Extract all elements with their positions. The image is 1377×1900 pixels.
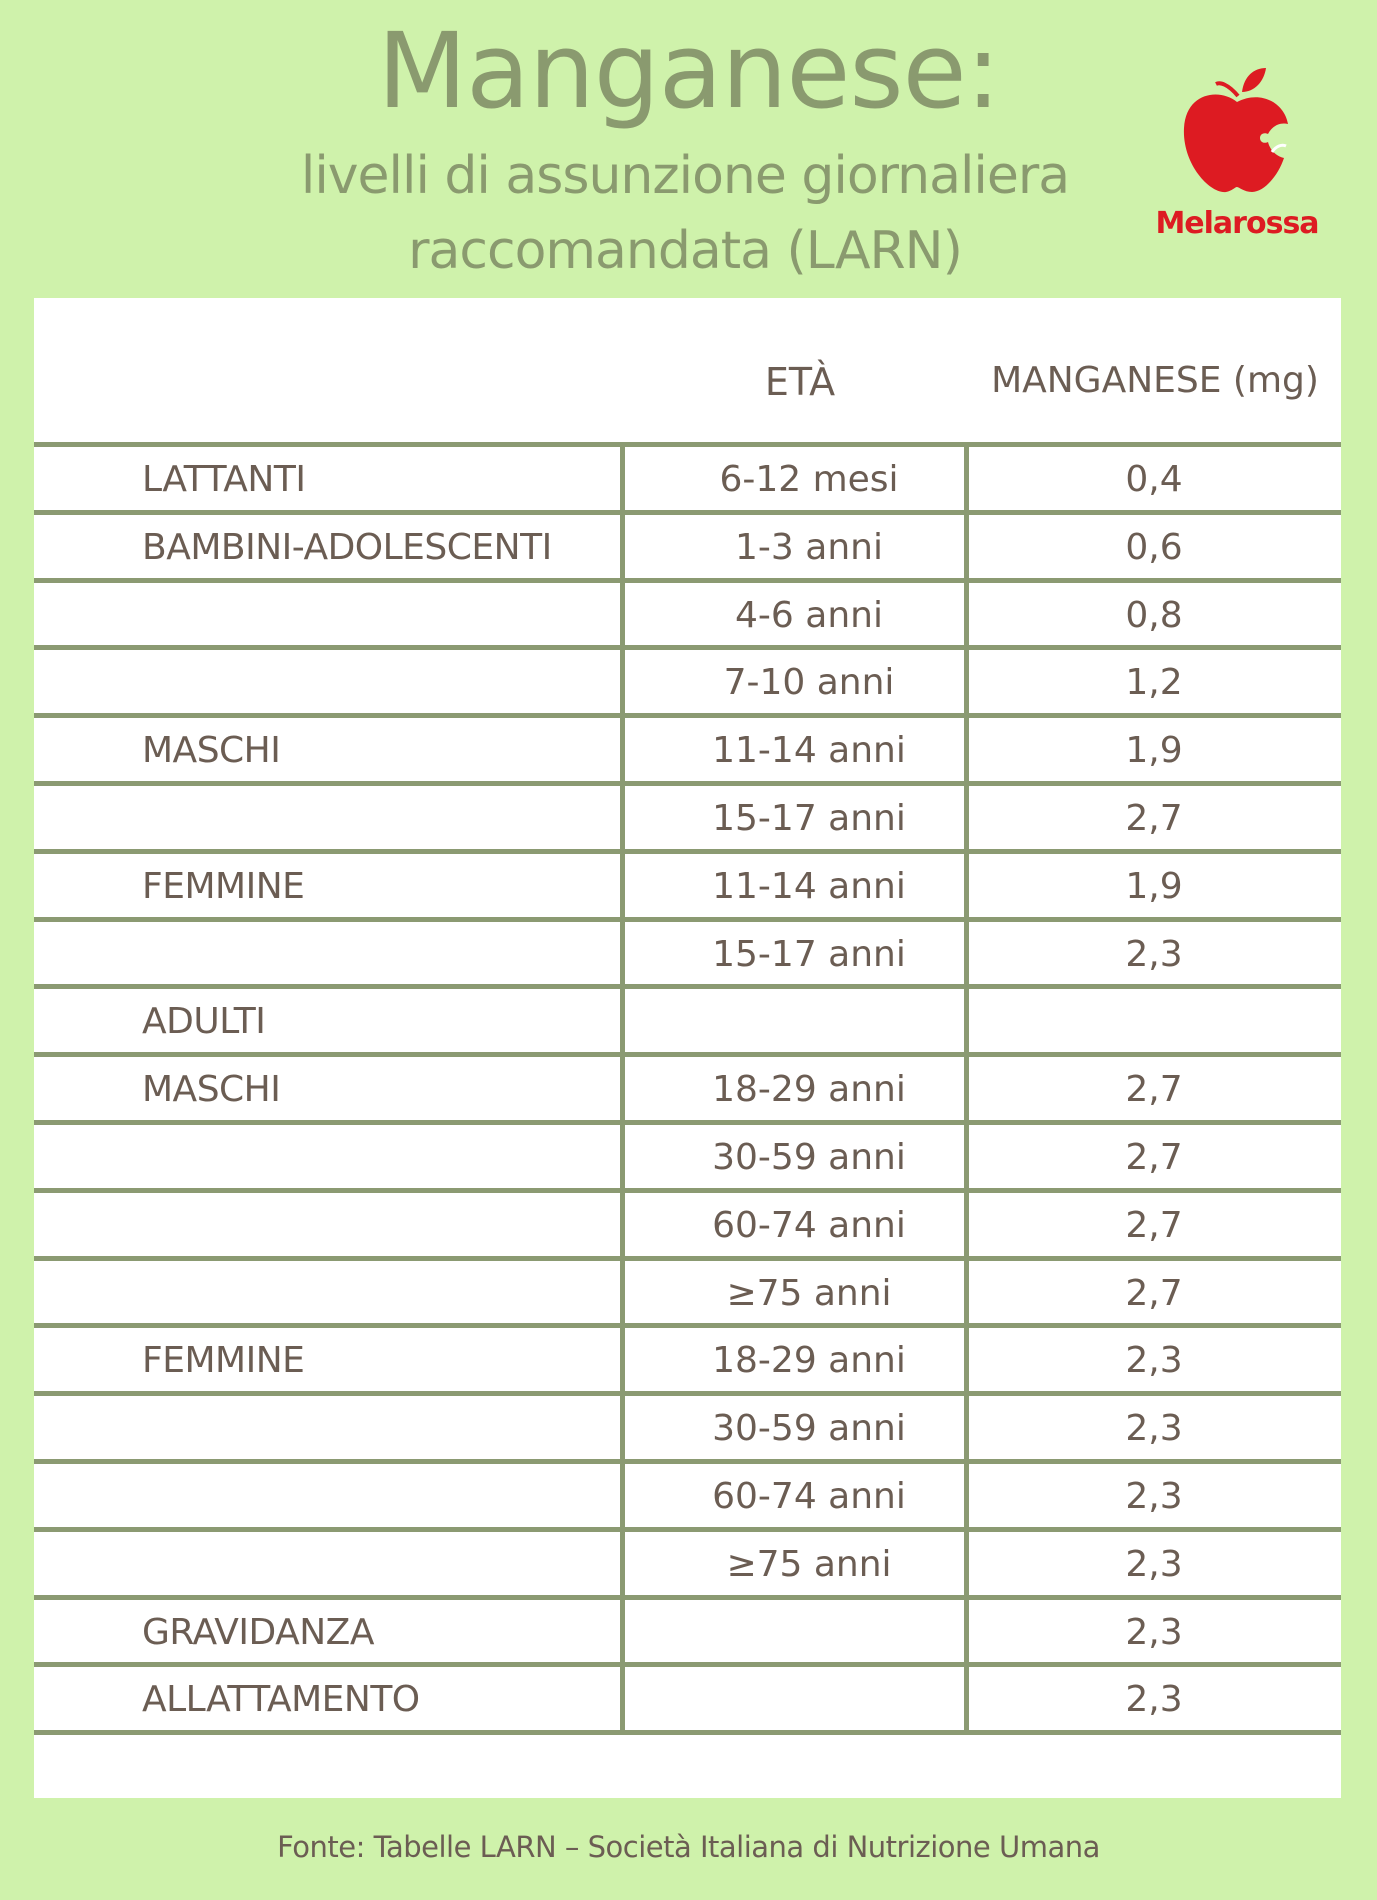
subtitle-line-1: livelli di assunzione giornaliera xyxy=(300,146,1070,206)
table-row xyxy=(34,854,1341,917)
row-manganese-value: 2,7 xyxy=(1125,1205,1183,1246)
table-row xyxy=(34,1667,1341,1730)
row-age: 6-12 mesi xyxy=(719,459,899,500)
row-category: GRAVIDANZA xyxy=(142,1612,374,1653)
row-age: 11-14 anni xyxy=(712,730,906,771)
table-row xyxy=(34,718,1341,781)
row-age: 60-74 anni xyxy=(712,1476,906,1517)
row-age: 15-17 anni xyxy=(712,798,906,839)
row-manganese-value: 2,7 xyxy=(1125,798,1183,839)
table-row xyxy=(34,1125,1341,1188)
brand-logo xyxy=(1152,66,1322,246)
table-row xyxy=(34,1261,1341,1324)
row-age: 11-14 anni xyxy=(712,866,906,907)
row-manganese-value: 0,6 xyxy=(1125,527,1183,568)
row-category: ADULTI xyxy=(142,1001,266,1042)
row-manganese-value: 2,3 xyxy=(1125,1679,1183,1720)
row-category: MASCHI xyxy=(142,730,281,771)
row-manganese-value: 2,3 xyxy=(1125,1340,1183,1381)
row-category: FEMMINE xyxy=(142,866,305,907)
page-title: Manganese: xyxy=(377,10,1000,132)
table-row xyxy=(34,650,1341,713)
table-row xyxy=(34,515,1341,578)
row-manganese-value: 1,2 xyxy=(1125,662,1183,703)
table-row xyxy=(34,922,1341,985)
row-manganese-value: 2,7 xyxy=(1125,1069,1183,1110)
row-manganese-value: 0,8 xyxy=(1125,595,1183,636)
row-age: 4-6 anni xyxy=(735,595,883,636)
header-manganese: MANGANESE (mg) xyxy=(991,360,1319,401)
source-footer: Fonte: Tabelle LARN – Società Italiana di Nutrizione Umana xyxy=(277,1830,1100,1864)
row-category: FEMMINE xyxy=(142,1340,305,1381)
table-row xyxy=(34,1600,1341,1663)
row-manganese-value: 2,3 xyxy=(1125,1408,1183,1449)
row-manganese-value: 2,3 xyxy=(1125,1476,1183,1517)
row-age: 18-29 anni xyxy=(712,1340,906,1381)
row-divider xyxy=(34,1730,1341,1735)
row-manganese-value: 1,9 xyxy=(1125,730,1183,771)
table-row xyxy=(34,989,1341,1052)
header-age: ETÀ xyxy=(764,360,836,404)
table-row xyxy=(34,1532,1341,1595)
row-age: 30-59 anni xyxy=(712,1408,906,1449)
table-row xyxy=(34,1464,1341,1527)
row-age: ≥75 anni xyxy=(726,1544,892,1585)
row-age: 60-74 anni xyxy=(712,1205,906,1246)
row-age: 30-59 anni xyxy=(712,1137,906,1178)
row-manganese-value: 0,4 xyxy=(1125,459,1183,500)
row-manganese-value: 2,3 xyxy=(1125,1544,1183,1585)
row-age: 1-3 anni xyxy=(735,527,883,568)
row-category: MASCHI xyxy=(142,1069,281,1110)
row-category: BAMBINI-ADOLESCENTI xyxy=(142,527,552,568)
row-age: ≥75 anni xyxy=(726,1273,892,1314)
apple-icon xyxy=(1180,66,1294,196)
row-manganese-value: 2,3 xyxy=(1125,934,1183,975)
table-row xyxy=(34,786,1341,849)
subtitle-line-2: raccomandata (LARN) xyxy=(408,221,962,281)
row-category: LATTANTI xyxy=(142,459,306,500)
table-row xyxy=(34,1328,1341,1391)
row-manganese-value: 1,9 xyxy=(1125,866,1183,907)
table-row xyxy=(34,1193,1341,1256)
row-manganese-value: 2,7 xyxy=(1125,1273,1183,1314)
row-age: 18-29 anni xyxy=(712,1069,906,1110)
table-row xyxy=(34,1396,1341,1459)
table-row xyxy=(34,583,1341,646)
row-age: 7-10 anni xyxy=(723,662,895,703)
table-row xyxy=(34,447,1341,510)
row-category: ALLATTAMENTO xyxy=(142,1679,420,1720)
row-manganese-value: 2,3 xyxy=(1125,1612,1183,1653)
table-row xyxy=(34,1057,1341,1120)
row-age: 15-17 anni xyxy=(712,934,906,975)
brand-name: Melarossa xyxy=(1155,206,1319,241)
row-manganese-value: 2,7 xyxy=(1125,1137,1183,1178)
